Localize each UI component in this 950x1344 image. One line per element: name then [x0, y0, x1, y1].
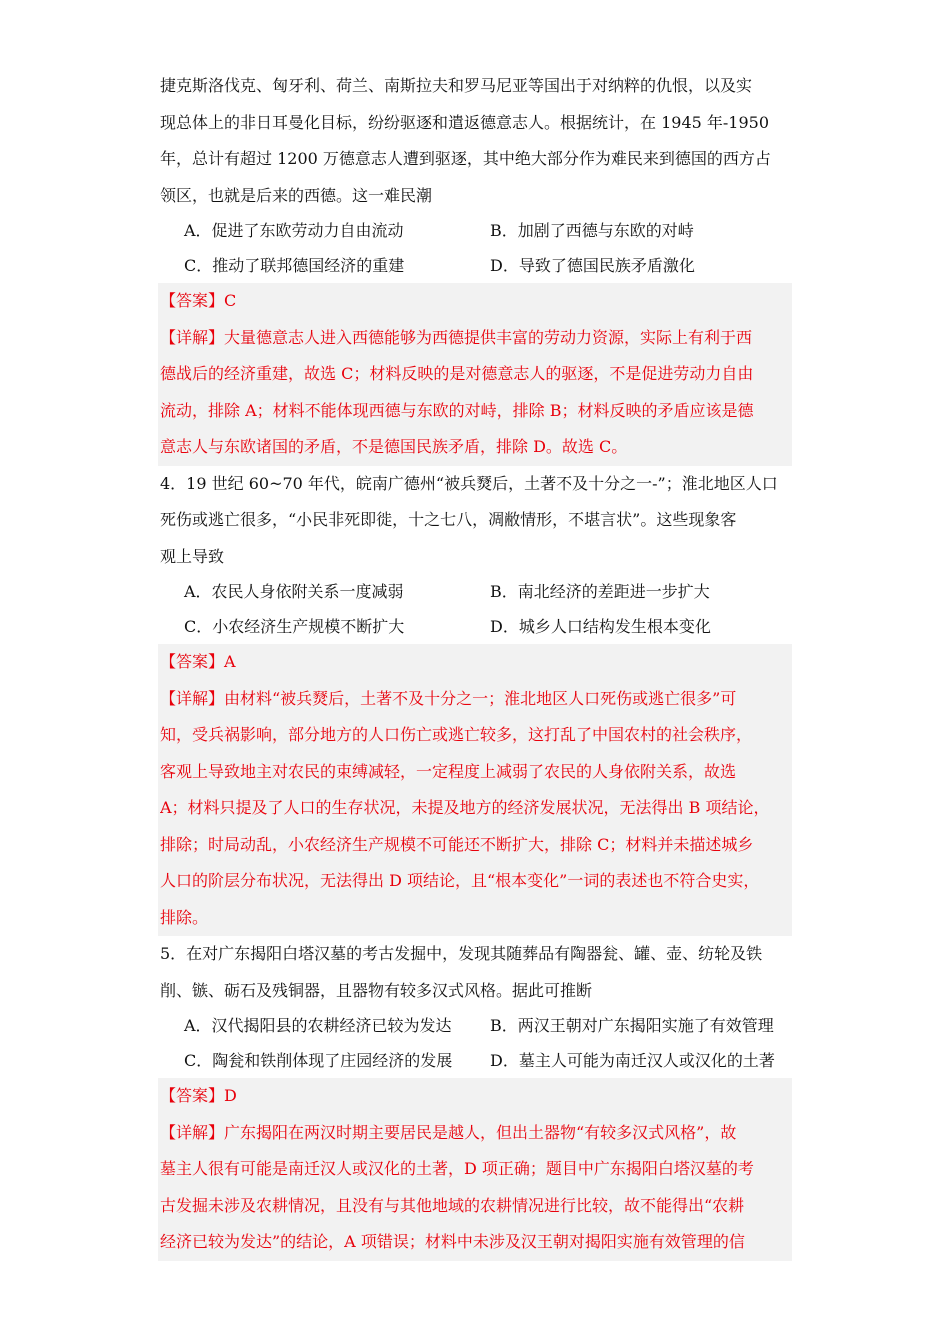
question-3-stem-line: 现总体上的非日耳曼化目标，纷纷驱逐和遣返德意志人。根据统计，在 1945 年-1950 [160, 112, 770, 132]
question-4-option-b: B．南北经济的差距进一步扩大 [490, 582, 710, 601]
question-4-detail-line: 人口的阶层分布状况，无法得出 D 项结论，且“根本变化”一词的表述也不符合史实， [160, 871, 760, 890]
question-3-option-a: A．促进了东欧劳动力自由流动 [184, 221, 404, 240]
question-3-stem-line: 捷克斯洛伐克、匈牙利、荷兰、南斯拉夫和罗马尼亚等国出于对纳粹的仇恨，以及实 [160, 76, 753, 95]
question-5-option-c: C．陶瓮和铁削体现了庄园经济的发展 [184, 1050, 453, 1070]
question-3-options [160, 214, 792, 283]
question-5-detail-line: 经济已较为发达”的结论，A 项错误；材料中未涉及汉王朝对揭阳实施有效管理的信 [160, 1232, 745, 1251]
question-4-option-a: A．农民人身依附关系一度减弱 [184, 582, 404, 601]
question-4-stem-line: 观上导致 [160, 546, 225, 566]
question-4-detail-line: 【详解】由材料“被兵燹后，土著不及十分之一；淮北地区人口死伤或逃亡很多”可 [160, 688, 737, 708]
question-4-stem [160, 466, 792, 576]
question-4-answer-box [158, 644, 792, 936]
question-3-option-c: C．推动了联邦德国经济的重建 [184, 255, 405, 275]
question-4-detail-line: 排除。 [160, 907, 209, 927]
document-page [160, 68, 792, 1261]
question-3-stem-line: 年，总计有超过 1200 万德意志人遭到驱逐，其中绝大部分作为难民来到德国的西方占 [160, 149, 771, 168]
question-3-detail-line: 德战后的经济重建，故选 C；材料反映的是对德意志人的驱逐，不是促进劳动力自由 [160, 364, 754, 383]
question-5-option-a: A．汉代揭阳县的农耕经济已较为发达 [184, 1016, 452, 1035]
question-5-stem [160, 936, 792, 1009]
question-3-answer: 【答案】C [160, 291, 237, 310]
question-3-detail-line: 流动，排除 A；材料不能体现西德与东欧的对峙，排除 B；材料反映的矛盾应该是德 [160, 400, 754, 420]
question-4-option-c: C．小农经济生产规模不断扩大 [184, 616, 405, 636]
question-3-stem-line: 领区，也就是后来的西德。这一难民潮 [160, 185, 433, 205]
question-3-detail-line: 【详解】大量德意志人进入西德能够为西德提供丰富的劳动力资源，实际上有利于西 [160, 327, 753, 347]
question-3-detail-line: 意志人与东欧诸国的矛盾，不是德国民族矛盾，排除 D。故选 C。 [160, 437, 628, 456]
question-4-detail-line: 知，受兵祸影响，部分地方的人口伤亡或逃亡较多，这打乱了中国农村的社会秩序， [160, 725, 753, 744]
question-5-answer: 【答案】D [160, 1086, 237, 1105]
question-3-option-d: D．导致了德国民族矛盾激化 [490, 255, 695, 275]
question-5-detail-line: 古发掘未涉及农耕情况，且没有与其他地域的农耕情况进行比较，故不能得出“农耕 [160, 1195, 745, 1215]
question-4-stem-line: 4．19 世纪 60~70 年代，皖南广德州“被兵燹后，土著不及十分之一-”；淮北地区人口 [160, 473, 778, 493]
question-5-options [160, 1009, 792, 1078]
question-5-stem-line: 削、镞、砺石及残铜器，且器物有较多汉式风格。据此可推断 [160, 980, 593, 1000]
question-4-answer: 【答案】A [160, 652, 236, 671]
question-4-detail-line: A；材料只提及了人口的生存状况，未提及地方的经济发展状况，无法得出 B 项结论， [160, 798, 770, 817]
question-3-stem [160, 68, 792, 214]
question-5-option-b: B．两汉王朝对广东揭阳实施了有效管理 [490, 1016, 774, 1035]
question-4-option-d: D．城乡人口结构发生根本变化 [490, 616, 711, 636]
question-5-detail-line: 【详解】广东揭阳在两汉时期主要居民是越人，但出土器物“有较多汉式风格”，故 [160, 1122, 737, 1142]
question-5-detail-line: 墓主人很有可能是南迁汉人或汉化的土著，D 项正确；题目中广东揭阳白塔汉墓的考 [160, 1159, 754, 1178]
question-4-detail-line: 排除；时局动乱，小农经济生产规模不可能还不断扩大，排除 C；材料并未描述城乡 [160, 834, 754, 854]
question-4-detail-line: 客观上导致地主对农民的束缚减轻，一定程度上减弱了农民的人身依附关系，故选 [160, 761, 737, 781]
question-3-answer-box [158, 283, 792, 466]
question-5-stem-line: 5．在对广东揭阳白塔汉墓的考古发掘中，发现其随葬品有陶器瓮、罐、壶、纺轮及铁 [160, 944, 763, 963]
question-3-option-b: B．加剧了西德与东欧的对峙 [490, 221, 694, 240]
question-5-answer-box [158, 1078, 792, 1261]
question-4-options [160, 575, 792, 644]
question-4-stem-line: 死伤或逃亡很多，“小民非死即徙，十之七八，凋敝情形，不堪言状”。这些现象客 [160, 510, 737, 529]
question-5-option-d: D．墓主人可能为南迁汉人或汉化的土著 [490, 1050, 775, 1070]
